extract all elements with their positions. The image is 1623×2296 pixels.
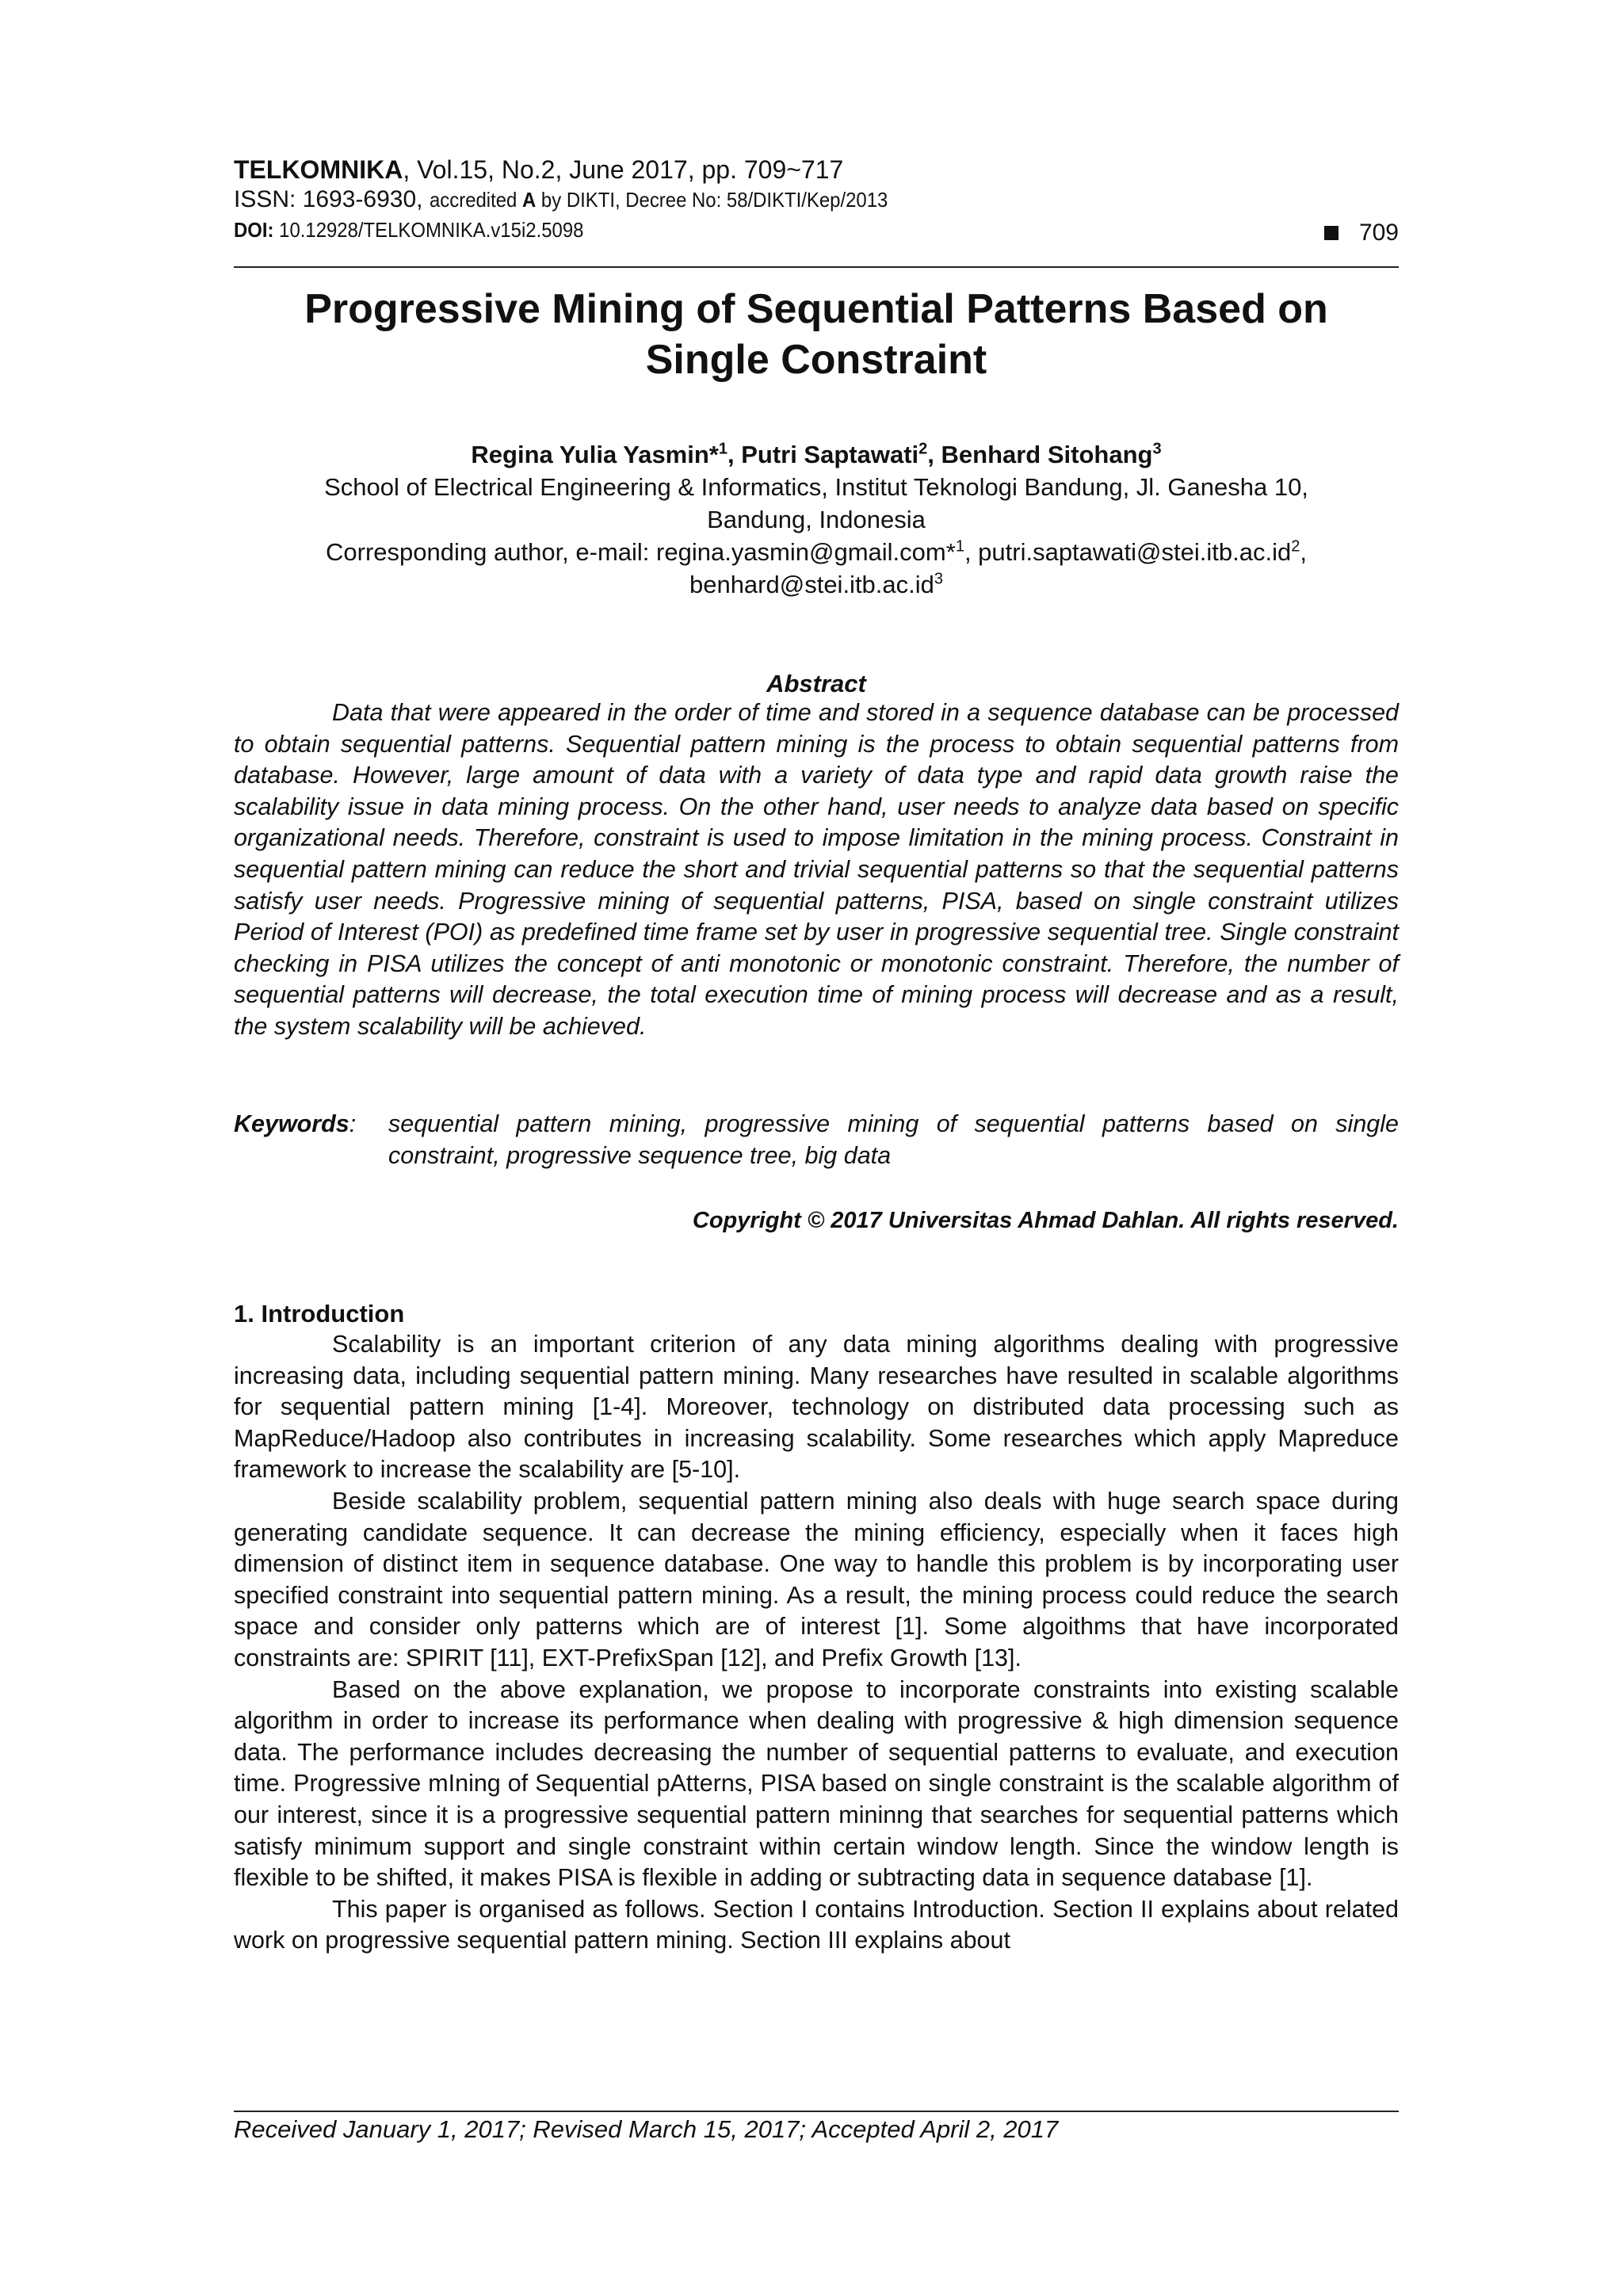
author-names <box>234 438 1399 471</box>
header-divider <box>234 266 1399 268</box>
corr-email-3: benhard@stei.itb.ac.id <box>689 571 934 598</box>
doi-line <box>234 216 1399 244</box>
author-3-sup: 3 <box>1152 440 1162 458</box>
issn: ISSN: 1693-6930, <box>234 186 430 212</box>
keywords-label-text: Keywords <box>234 1110 349 1137</box>
accreditation-grade: A <box>521 188 537 212</box>
doi-value: 10.12928/TELKOMNIKA.v15i2.5098 <box>273 218 584 242</box>
abstract-heading: Abstract <box>766 670 866 697</box>
corr-sup-3: 3 <box>934 570 944 588</box>
corr-comma: , <box>1300 538 1307 566</box>
doi <box>234 216 583 244</box>
author-2: , Putri Saptawati <box>727 441 919 468</box>
author-2-sup: 2 <box>918 440 928 458</box>
section-heading: 1. Introduction <box>234 1300 405 1328</box>
accreditation-suffix: by DIKTI, Decree No: 58/DIKTI/Kep/2013 <box>536 188 888 212</box>
square-bullet-icon <box>1324 226 1338 240</box>
paragraph: Beside scalability problem, sequential pattern mining also deals with huge search space during generating candidate sequence. It can decrease the mining efficiency, especially when it faces high dimension of distinct item in sequence database. One way to handle this problem is by incorporating user specified constraint into sequential pattern mining. As a result, the mining process could reduce the search space and consider only patterns which are of interest [1]. Some algoithms that have incorporated constraints are: SPIRIT [11], EXT-PrefixSpan [12], and Prefix Growth [13]. <box>234 1487 1399 1671</box>
journal-name: TELKOMNIKA <box>234 155 403 184</box>
copyright-notice: Copyright © 2017 Universitas Ahmad Dahlan. All rights reserved. <box>692 1208 1399 1233</box>
page-number-box <box>1324 219 1399 247</box>
keywords-label <box>234 1108 388 1171</box>
email-line-3 <box>234 568 1399 601</box>
page-number: 709 <box>1358 220 1399 246</box>
keywords-text: sequential pattern mining, progressive mining of sequential patterns based on single constraint, progressive sequence tree, big data <box>388 1110 1399 1169</box>
accreditation-prefix: accredited <box>429 188 522 212</box>
doi-label: DOI: <box>234 218 274 242</box>
affiliation-line-1: School of Electrical Engineering & Informatics, Institut Teknologi Bandung, Jl. Ganesha 10, <box>324 473 1308 501</box>
paragraph: Scalability is an important criterion of any data mining algorithms dealing with progressive increasing data, including sequential pattern mining. Many researches have resulted in scalable algorithms for sequential pattern mining [1-4]. Moreover, technology on distributed data processing such as MapReduce/Hadoop also contributes in increasing scalability. Some researches which apply Mapreduce framework to increase the scalability are [5-10]. <box>234 1331 1399 1484</box>
author-block <box>234 438 1399 601</box>
footer-divider <box>234 2111 1399 2112</box>
received-dates: Received January 1, 2017; Revised March 15, 2017; Accepted April 2, 2017 <box>234 2115 1059 2143</box>
keywords-colon: : <box>349 1110 357 1137</box>
corr-sup-2: 2 <box>1291 537 1300 556</box>
accreditation <box>430 185 888 214</box>
keywords <box>234 1108 1399 1171</box>
issn-line <box>234 185 1399 214</box>
corr-email-2: , putri.saptawati@stei.itb.ac.id <box>964 538 1292 566</box>
corr-sup-1: 1 <box>955 537 964 556</box>
paragraph: This paper is organised as follows. Section I contains Introduction. Section II explains about related work on progressive sequential pattern mining. Section III explains about <box>234 1895 1399 1954</box>
author-1-sup: 1 <box>718 440 727 458</box>
volume-info: , Vol.15, No.2, June 2017, pp. 709~717 <box>403 155 844 184</box>
corresponding-author <box>234 536 1399 568</box>
paragraph: Based on the above explanation, we propose to incorporate constraints into existing scalable algorithm in order to increase its performance when dealing with progressive & high dimension sequence data. The performance includes decreasing the number of sequential patterns to evaluate, and execution time. Progressive mIning of Sequential pAtterns, PISA based on single constraint is the scalable algorithm of our interest, since it is a progressive sequential pattern mininng that searches for sequential patterns which satisfy minimum support and single constraint within certain window length. Since the window length is flexible to be shifted, it makes PISA is flexible in adding or subtracting data in sequence database [1]. <box>234 1675 1399 1892</box>
paper-title <box>234 284 1399 385</box>
author-1: Regina Yulia Yasmin* <box>471 441 719 468</box>
abstract-text: Data that were appeared in the order of time and stored in a sequence database can be processed to obtain sequential patterns. Sequential pattern mining is the process to obtain sequential patterns from database. However, large amount of data with a variety of data type and rapid data growth raise the scalability issue in data mining process. On the other hand, user needs to analyze data based on specific organizational needs. Therefore, constraint is used to impose limitation in the mining process. Constraint in sequential pattern mining can reduce the short and trivial sequential patterns so that the sequential patterns satisfy user needs. Progressive mining of sequential patterns, PISA, based on single constraint utilizes Period of Interest (POI) as predefined time frame set by user in progressive sequential tree. Single constraint checking in PISA utilizes the concept of anti monotonic or monotonic constraint. Therefore, the number of sequential patterns will decrease, the total execution time of mining process will decrease and as a result, the system scalability will be achieved. <box>234 699 1399 1040</box>
corr-prefix: Corresponding author, e-mail: regina.yasmin@gmail.com* <box>326 538 956 566</box>
author-3: , Benhard Sitohang <box>927 441 1153 468</box>
journal-citation <box>234 155 1399 184</box>
affiliation-line-2: Bandung, Indonesia <box>707 506 926 533</box>
title-line-1: Progressive Mining of Sequential Patterns Based on <box>304 286 1328 332</box>
introduction-body <box>234 1329 1399 1957</box>
title-line-2: Single Constraint <box>645 337 987 383</box>
